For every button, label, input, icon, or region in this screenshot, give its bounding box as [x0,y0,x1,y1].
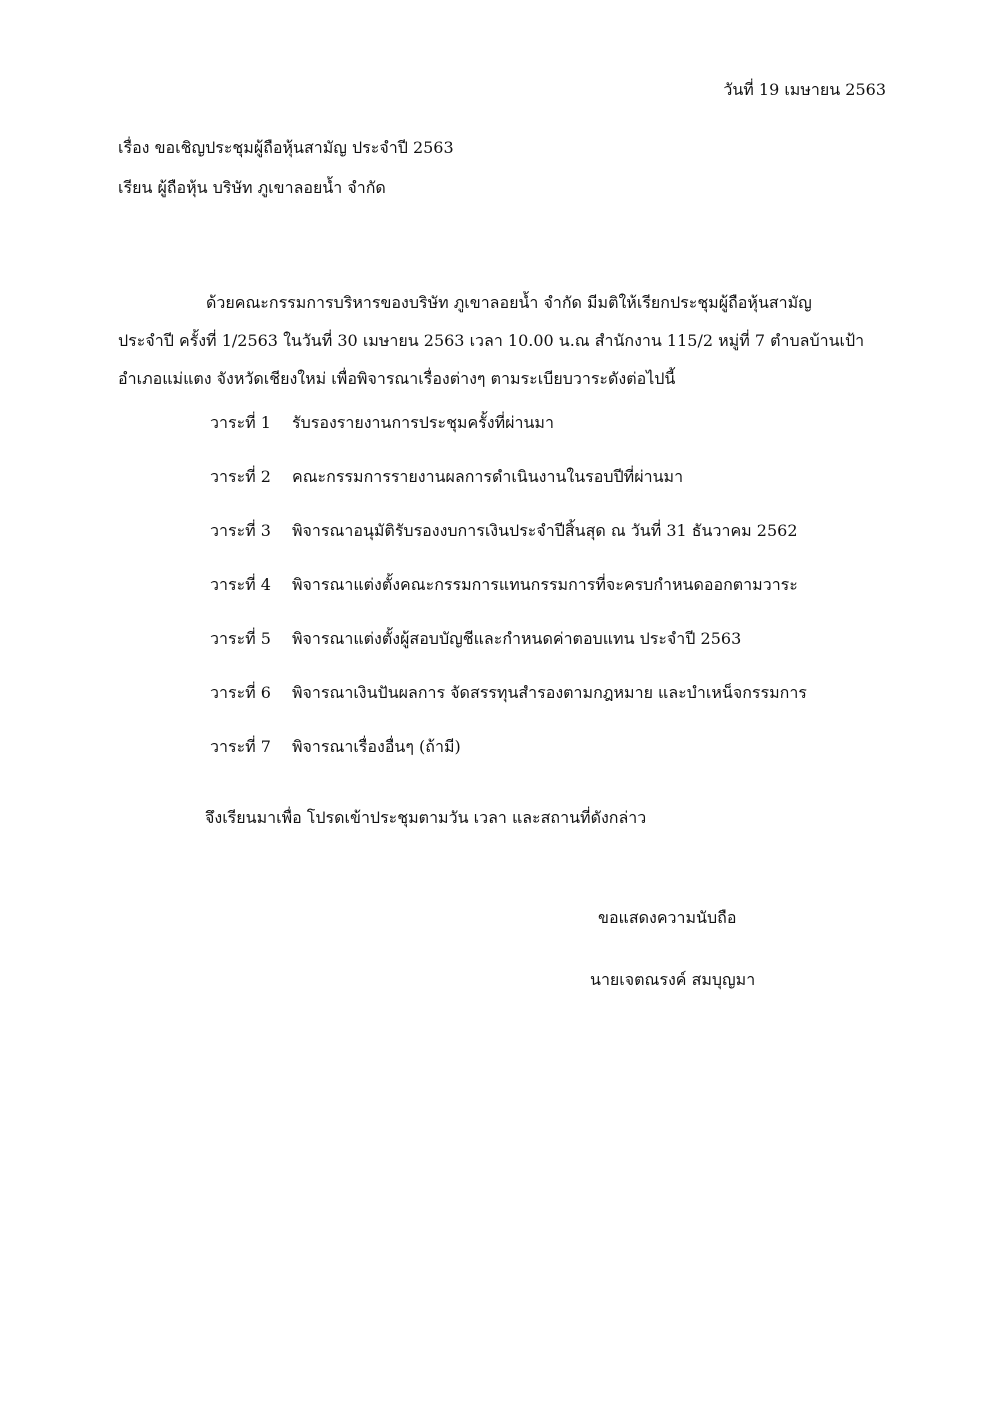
agenda-item-4 [210,575,798,595]
agenda-text: พิจารณาแต่งตั้งคณะกรรมการแทนกรรมการที่จะครบกำหนดออกตามวาระ [292,575,798,594]
agenda-number: วาระที่ 4 [210,575,271,594]
agenda-number: วาระที่ 7 [210,737,271,756]
agenda-number: วาระที่ 1 [210,413,271,432]
body-line-2: ประจำปี ครั้งที่ 1/2563 ในวันที่ 30 เมษายน 2563 เวลา 10.00 น.ณ สำนักงาน 115/2 หมู่ที่ 7 ตำบลบ้านเป้า [118,331,865,350]
agenda-number: วาระที่ 2 [210,467,271,486]
letter-subject: เรื่อง ขอเชิญประชุมผู้ถือหุ้นสามัญ ประจำปี 2563 [118,138,454,157]
agenda-text: พิจารณาแต่งตั้งผู้สอบบัญชีและกำหนดค่าตอบแทน ประจำปี 2563 [292,629,742,648]
signer-name: นายเจตณรงค์ สมบุญมา [590,970,756,989]
agenda-item-6 [210,683,807,703]
agenda-item-3 [210,521,798,541]
agenda-text: พิจารณาเรื่องอื่นๆ (ถ้ามี) [292,737,461,756]
agenda-number: วาระที่ 6 [210,683,271,702]
body-line-3: อำเภอแม่แตง จังหวัดเชียงใหม่ เพื่อพิจารณาเรื่องต่างๆ ตามระเบียบวาระดังต่อไปนี้ [118,369,676,388]
regards-line: ขอแสดงความนับถือ [598,908,737,927]
agenda-text: รับรองรายงานการประชุมครั้งที่ผ่านมา [292,413,554,432]
agenda-number: วาระที่ 3 [210,521,271,540]
agenda-item-1 [210,413,554,433]
agenda-text: พิจารณาเงินปันผลการ จัดสรรทุนสำรองตามกฎหมาย และบำเหน็จกรรมการ [292,683,807,702]
agenda-text: คณะกรรมการรายงานผลการดำเนินงานในรอบปีที่ผ่านมา [292,467,684,486]
agenda-item-5 [210,629,741,649]
agenda-item-7 [210,737,461,757]
letter-recipient: เรียน ผู้ถือหุ้น บริษัท ภูเขาลอยน้ำ จำกัด [118,178,386,197]
agenda-number: วาระที่ 5 [210,629,271,648]
agenda-text: พิจารณาอนุมัติรับรองงบการเงินประจำปีสิ้นสุด ณ วันที่ 31 ธันวาคม 2562 [292,521,798,540]
agenda-item-2 [210,467,683,487]
closing-line: จึงเรียนมาเพื่อ โปรดเข้าประชุมตามวัน เวลา และสถานที่ดังกล่าว [205,808,647,827]
body-line-1: ด้วยคณะกรรมการบริหารของบริษัท ภูเขาลอยน้ำ จำกัด มีมติให้เรียกประชุมผู้ถือหุ้นสามัญ [206,293,812,312]
letter-date: วันที่ 19 เมษายน 2563 [723,80,886,99]
